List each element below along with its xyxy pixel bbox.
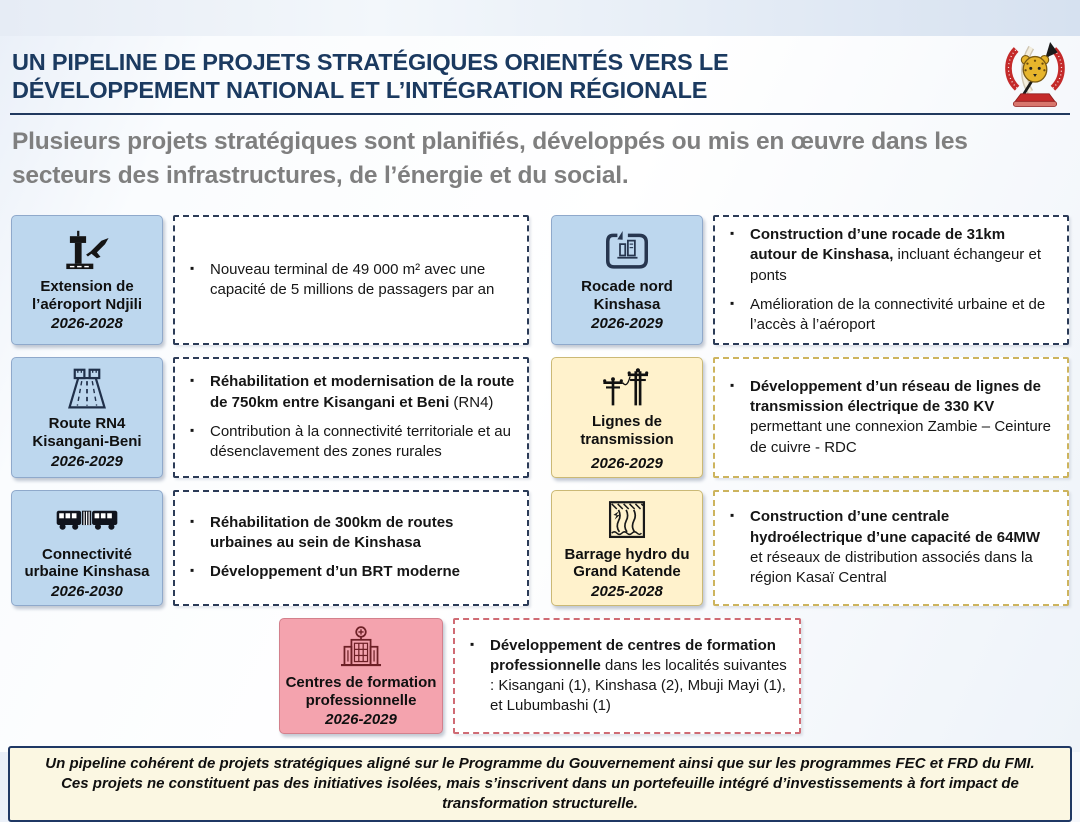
project-name: Lignes de transmission xyxy=(580,413,674,448)
project-name: Barrage hydro du Grand Katende xyxy=(564,545,690,581)
bullet-bold-text: Développement d’un réseau de lignes de transmission électrique de 330 KV xyxy=(750,377,1041,416)
project-desc-transmission xyxy=(713,357,1069,477)
bullet-item xyxy=(723,507,1055,588)
bullet-bold-text: Construction d’une centrale hydroélectrique d’une capacité de 64MW xyxy=(750,508,1041,546)
bullet-regular-text: et réseaux de distribution associés dans la région Kasaï Central xyxy=(750,548,1033,587)
bullet-item xyxy=(183,422,515,463)
project-card-katende xyxy=(551,490,703,606)
project-period: 2026-2029 xyxy=(591,454,663,472)
bullet-regular-text: (RN4) xyxy=(449,393,494,411)
page-title-line-1: UN PIPELINE DE PROJETS STRATÉGIQUES ORIENTÉS VERS LE xyxy=(12,49,729,75)
project-period: 2025-2028 xyxy=(591,583,663,601)
bullet-bold-text: Réhabilitation et modernisation de la route de 750km entre Kisangani et Beni xyxy=(210,373,515,411)
project-card-rn4 xyxy=(11,357,163,477)
project-desc-rocade xyxy=(713,215,1069,345)
highway-bridge-icon xyxy=(59,365,115,413)
project-name: Extension de l’aéroport Ndjili xyxy=(31,277,142,313)
top-gradient-band xyxy=(0,0,1080,36)
bullet-regular-text: permettant une connexion Zambie – Ceinture de cuivre - RDC xyxy=(750,418,1052,456)
project-card-formation xyxy=(279,618,443,734)
bullet-item xyxy=(183,372,515,413)
project-pair-airport xyxy=(11,215,529,345)
project-pair-katende xyxy=(551,490,1069,606)
project-desc-formation xyxy=(453,618,801,734)
project-period: 2026-2029 xyxy=(325,711,397,729)
project-desc-katende xyxy=(713,490,1069,606)
bullet-item xyxy=(723,377,1055,458)
slide-header xyxy=(10,36,1070,115)
project-name: Route RN4 Kisangani-Beni xyxy=(32,415,142,450)
project-card-rocade xyxy=(551,215,703,345)
project-pair-formation xyxy=(279,618,801,734)
bullet-bold-text: Réhabilitation de 300km de routes urbaines au sein de Kinshasa xyxy=(210,513,454,552)
project-pair-urbain xyxy=(11,490,529,606)
project-period: 2026-2030 xyxy=(51,583,123,601)
project-pair-transmission xyxy=(551,357,1069,477)
project-period: 2026-2029 xyxy=(51,452,123,470)
page-title-line-2: DÉVELOPPEMENT NATIONAL ET L’INTÉGRATION RÉGIONALE xyxy=(12,76,708,103)
bullet-bold-text: Développement de centres de formation professionnelle xyxy=(490,636,776,674)
project-name: Connectivité urbaine Kinshasa xyxy=(24,545,150,581)
hydro-dam-icon xyxy=(603,496,651,544)
bullet-regular-text: Amélioration de la connectivité urbaine et de l’accès à l’aéroport xyxy=(750,295,1046,334)
bullet-item xyxy=(183,260,515,301)
project-desc-urbain xyxy=(173,490,529,606)
project-period: 2026-2029 xyxy=(591,315,663,333)
bullet-item xyxy=(463,636,787,717)
transmission-towers-icon xyxy=(599,363,655,411)
bullet-regular-text: incluant échangeur et ponts xyxy=(750,246,1041,284)
project-name: Rocade nord Kinshasa xyxy=(581,277,673,313)
slide-subtitle: Plusieurs projets stratégiques sont planifiés, développés ou mis en œuvre dans les secteurs des infrastructures, de l’énergie et du social. xyxy=(12,128,968,190)
projects-row-2 xyxy=(11,357,1069,477)
bullet-bold-text: Développement d’un BRT moderne xyxy=(210,563,461,581)
airport-tower-plane-icon xyxy=(58,228,116,276)
projects-row-4 xyxy=(11,618,1069,734)
bullet-regular-text: Contribution à la connectivité territoriale et au désenclavement des zones rurales xyxy=(210,422,511,461)
project-name: Centres de formation professionnelle xyxy=(285,674,437,709)
bullet-bold-text: Construction d’une rocade de 31km autour de Kinshasa, xyxy=(750,226,1006,264)
training-center-building-icon xyxy=(336,624,386,672)
project-desc-airport xyxy=(173,215,529,345)
projects-row-1 xyxy=(11,215,1069,345)
project-pair-rn4 xyxy=(11,357,529,477)
bullet-item xyxy=(183,513,515,554)
footer-summary: Un pipeline cohérent de projets stratégiques aligné sur le Programme du Gouvernement ainsi que sur les programmes FEC et FRD du FMI. Ces projets ne constituent pas des initiatives isolées, mais s’inscrivent dans un portefeuille intégré d’investissements à fort impact de transformation structurelle. xyxy=(8,746,1072,821)
project-desc-rn4 xyxy=(173,357,529,477)
bullet-item xyxy=(723,225,1055,286)
projects-row-3 xyxy=(11,490,1069,606)
projects-grid xyxy=(0,215,1080,734)
bullet-item xyxy=(723,295,1055,336)
project-card-transmission xyxy=(551,357,703,477)
drc-coat-of-arms-icon xyxy=(1002,38,1068,110)
project-pair-rocade xyxy=(551,215,1069,345)
ring-road-city-icon xyxy=(599,228,655,276)
project-card-urbain xyxy=(11,490,163,606)
bullet-regular-text: dans les localités suivantes : Kisangani (1), Kinshasa (2), Mbuji Mayi (1), et Lubumbashi (1) xyxy=(490,656,787,715)
bullet-item xyxy=(183,562,515,582)
project-period: 2026-2028 xyxy=(51,315,123,333)
city-buses-icon xyxy=(55,496,119,544)
bullet-regular-text: Nouveau terminal de 49 000 m² avec une capacité de 5 millions de passagers par an xyxy=(210,260,495,299)
project-card-airport xyxy=(11,215,163,345)
